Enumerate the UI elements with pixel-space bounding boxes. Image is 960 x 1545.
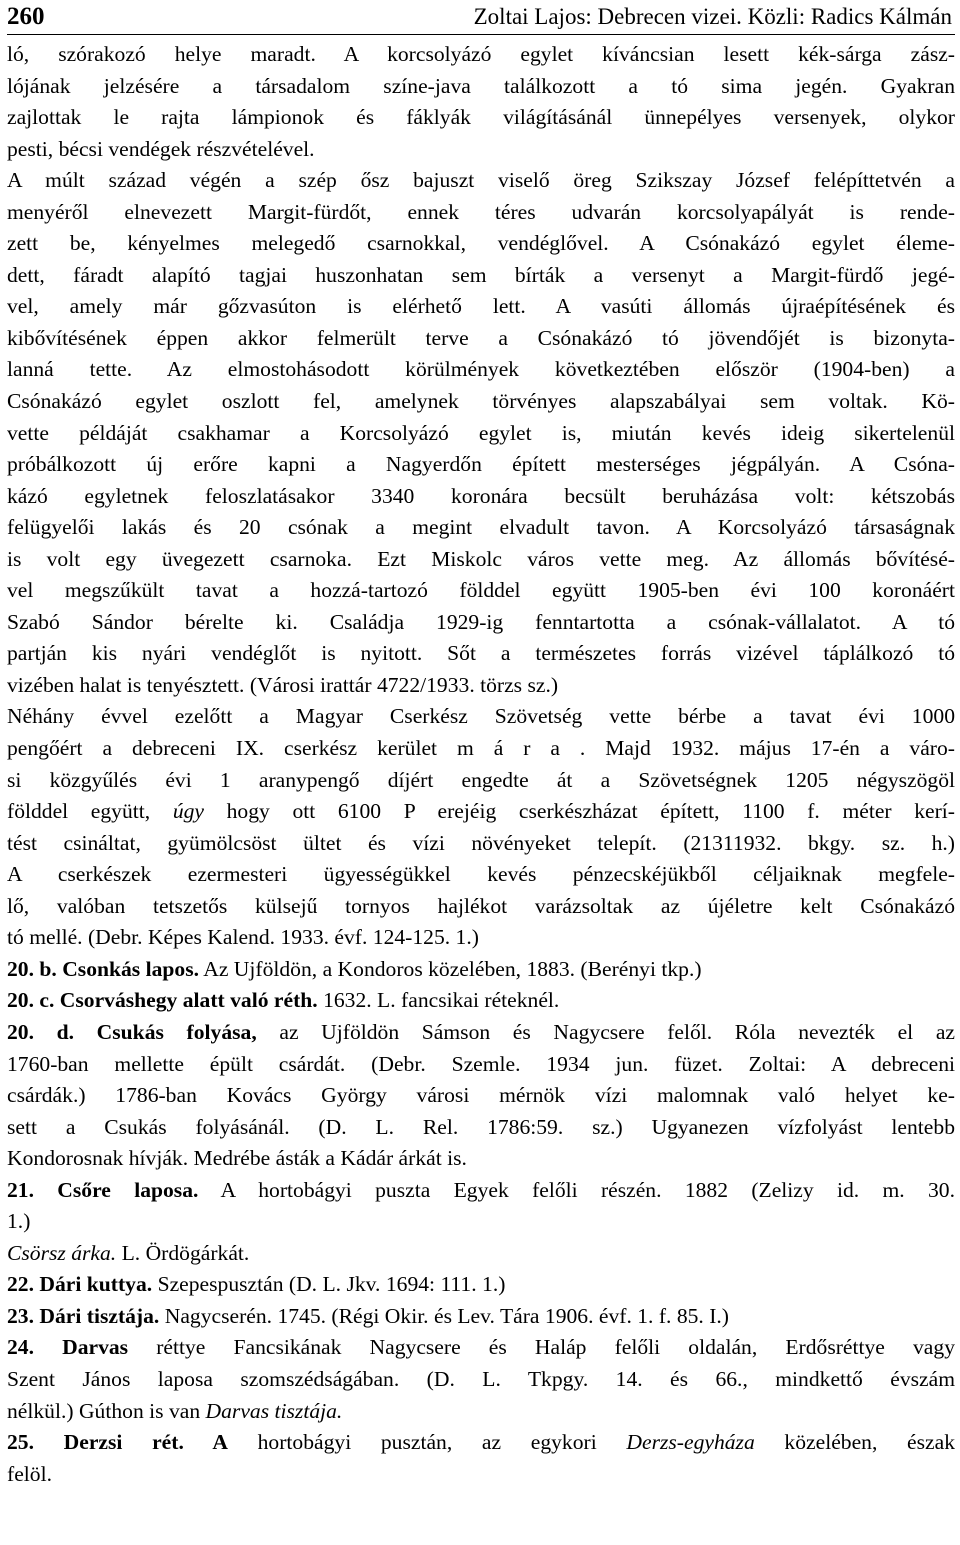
text-segment: zajlottak le rajta lámpionok és fáklyák világításánál ünnepélyes versenyek, olykor <box>7 105 955 130</box>
entry-heading: 25. Derzsi rét. A <box>7 1430 228 1455</box>
text-segment: felügyelői lakás és 20 csónak a megint elvadult tavon. A Korcsolyázó társaságnak <box>7 515 955 540</box>
text-line <box>7 481 955 513</box>
text-line <box>7 260 955 292</box>
text-segment: földdel együtt, <box>7 799 173 824</box>
italic-text: úgy <box>172 799 204 824</box>
text-line <box>7 386 955 418</box>
text-segment: Szepespusztán (D. L. Jkv. 1694: 111. 1.) <box>152 1272 506 1297</box>
text-line <box>7 39 955 71</box>
text-line <box>7 765 955 797</box>
text-line <box>7 323 955 355</box>
text-segment: tó mellé. (Debr. Képes Kalend. 1933. évf. 124-125. 1.) <box>7 925 479 950</box>
text-segment: L. Ördögárkát. <box>116 1240 250 1265</box>
text-line <box>7 449 955 481</box>
text-segment: kázó egyletnek feloszlatásakor 3340 koronára becsült beruházása volt: kétszobás <box>7 483 955 508</box>
text-segment: vette példáját csakhamar a Korcsolyázó egylet is, miután kevés ideig sikertelenül <box>7 420 955 445</box>
text-segment: közelében, észak <box>754 1430 955 1455</box>
text-segment: is volt egy üvegezett csarnoka. Ezt Miskolc város vette meg. Az állomás bővítésé- <box>7 546 955 571</box>
text-segment: Néhány évvel ezelőtt a Magyar Cserkész Szövetség vette bérbe a tavat évi 1000 <box>7 704 955 729</box>
text-line <box>7 165 955 197</box>
text-segment: menyéről elnevezett Margit-fürdőt, ennek téres udvarán korcsolyapályát is rende- <box>7 199 955 224</box>
text-segment: réttye Fancsikának Nagycsere és Haláp felőli oldalán, Erdősréttye vagy <box>128 1335 955 1360</box>
text-segment: nélkül.) Gúthon is van <box>7 1398 206 1423</box>
text-line <box>7 354 955 386</box>
text-line <box>7 1364 955 1396</box>
text-segment: felöl. <box>7 1461 52 1486</box>
text-line <box>7 733 955 765</box>
text-line <box>7 1238 955 1270</box>
text-segment: csárdák.) 1786-ban Kovács György városi mérnök vízi malomnak való helyet ke- <box>7 1083 955 1108</box>
running-head: Zoltai Lajos: Debrecen vizei. Közli: Radics Kálmán <box>473 4 952 29</box>
text-line <box>7 638 955 670</box>
text-segment: zett be, kényelmes melegedő csarnokkal, vendéglővel. A Csónakázó egylet éleme- <box>7 231 955 256</box>
text-segment: pengőért a debreceni IX. cserkész kerület m á r a . Majd 1932. május 17-én a váro- <box>7 736 955 761</box>
text-line <box>7 291 955 323</box>
text-segment: lójának jelzésére a társadalom színe-java találkozott a tó sima jegén. Gyakran <box>7 73 955 98</box>
italic-text: Darvas tisztája. <box>205 1398 343 1423</box>
text-segment: Az Ujföldön, a Kondoros közelében, 1883. (Berényi tkp.) <box>199 956 702 981</box>
entry-heading: 24. Darvas <box>7 1335 129 1360</box>
text-line <box>7 828 955 860</box>
text-line <box>7 1080 955 1112</box>
text-line <box>7 134 955 166</box>
entry-heading: 20. c. Csorváshegy alatt való réth. <box>7 988 318 1013</box>
text-segment: Szent János laposa szomszédságában. (D. L. Tkpgy. 14. és 66., mindkettő évszám <box>7 1366 955 1391</box>
text-segment: 1632. L. fancsikai réteknél. <box>317 988 560 1013</box>
text-line <box>7 985 955 1017</box>
text-line <box>7 102 955 134</box>
text-line <box>7 670 955 702</box>
text-line <box>7 1269 955 1301</box>
text-line <box>7 1427 955 1459</box>
text-line <box>7 197 955 229</box>
text-segment: hortobágyi pusztán, az egykori <box>227 1430 627 1455</box>
text-segment: partján kis nyári vendéglőt is nyitott. Sőt a természetes forrás vizével táplálkozó tó <box>7 641 955 666</box>
text-line <box>7 418 955 450</box>
text-line <box>7 796 955 828</box>
text-line <box>7 954 955 986</box>
text-segment: A hortobágyi puszta Egyek felőli részén. 1882 (Zelizy id. m. 30. <box>198 1177 955 1202</box>
text-segment: sett a Csukás folyásánál. (D. L. Rel. 1786:59. sz.) Ugyanezen vízfolyást lentebb <box>7 1114 955 1139</box>
text-line <box>7 1396 955 1428</box>
text-segment: dett, fáradt alapító tagjai huszonhatan sem bírták a versenyt a Margit-fürdő jegé- <box>7 262 955 287</box>
italic-text: Derzs-egyháza <box>626 1430 755 1455</box>
text-line <box>7 71 955 103</box>
text-line <box>7 607 955 639</box>
text-segment: tést csináltat, gyümölcsöst ültet és vízi növényeket telepít. (21311932. bkgy. sz. h.) <box>7 830 955 855</box>
text-line <box>7 1049 955 1081</box>
text-segment: 1760-ban mellette épült csárdát. (Debr. Szemle. 1934 jun. füzet. Zoltai: A debreceni <box>7 1051 955 1076</box>
text-line <box>7 1332 955 1364</box>
entry-heading: 21. Csőre laposa. <box>7 1177 199 1202</box>
text-segment: 1.) <box>7 1209 31 1234</box>
text-line <box>7 575 955 607</box>
text-line <box>7 1175 955 1207</box>
text-segment: A múlt század végén a szép ősz bajuszt viselő öreg Szikszay József felépíttetvén a <box>7 168 955 193</box>
text-line <box>7 1301 955 1333</box>
body-text <box>7 39 955 1490</box>
text-line <box>7 1017 955 1049</box>
text-segment: A cserkészek ezermesteri ügyességükkel kevés pénzecskéjükből céljaiknak megfele- <box>7 862 955 887</box>
text-line <box>7 922 955 954</box>
text-segment: lő, valóban tetszetős külsejű tornyos hajlékot varázsoltak az újéletre kelt Csónakázó <box>7 893 955 918</box>
text-segment: Nagycserén. 1745. (Régi Okir. és Lev. Tára 1906. évf. 1. f. 85. I.) <box>159 1303 729 1328</box>
text-segment: Kondorosnak hívják. Medrébe ásták a Kádár árkát is. <box>7 1146 467 1171</box>
text-line <box>7 1112 955 1144</box>
text-segment: hogy ott 6100 P erejéig cserkészházat épített, 1100 f. méter kerí- <box>204 799 955 824</box>
text-segment: ló, szórakozó helye maradt. A korcsolyázó egylet kíváncsian lesett kék-sárga zász- <box>7 42 955 66</box>
text-segment: Szabó Sándor bérelte ki. Családja 1929-ig fenntartotta a csónak-vállalatot. A tó <box>7 609 955 634</box>
text-segment: próbálkozott új erőre kapni a Nagyerdőn épített mesterséges jégpályán. A Csóna- <box>7 452 955 477</box>
entry-heading: 20. b. Csonkás lapos. <box>7 956 200 981</box>
text-segment: kibővítésének éppen akkor felmerült terve a Csónakázó tó jövendőjét is bizonyta- <box>7 325 955 350</box>
text-line <box>7 512 955 544</box>
text-line <box>7 228 955 260</box>
text-segment: az Ujföldön Sámson és Nagycsere felől. Róla nevezték el az <box>256 1019 955 1044</box>
text-line <box>7 891 955 923</box>
entry-heading: 22. Dári kuttya. <box>7 1272 153 1297</box>
text-segment: pesti, bécsi vendégek részvételével. <box>7 136 315 161</box>
text-segment: si közgyűlés évi 1 aranypengő díjért engedte át a Szövetségnek 1205 négyszögöl <box>7 767 955 792</box>
text-segment: vel megszűkült tavat a hozzá-tartozó földdel együtt 1905-ben évi 100 koronáért <box>7 578 955 603</box>
text-segment: vel, amely már gőzvasúton is elérhető lett. A vasúti állomás újraépítésének és <box>7 294 955 319</box>
italic-text: Csörsz árka. <box>7 1240 117 1265</box>
text-line <box>7 1459 955 1491</box>
text-line <box>7 859 955 891</box>
text-segment: vizében halat is tenyésztett. (Városi irattár 4722/1933. törzs sz.) <box>7 672 559 697</box>
text-line <box>7 544 955 576</box>
text-line <box>7 1143 955 1175</box>
entry-heading: 20. d. Csukás folyása, <box>7 1019 257 1044</box>
entry-heading: 23. Dári tisztája. <box>7 1303 160 1328</box>
text-line <box>7 1206 955 1238</box>
document-page <box>7 0 955 1490</box>
text-line <box>7 701 955 733</box>
page-number: 260 <box>7 3 45 30</box>
text-segment: lanná tette. Az elmostohásodott körülmények következtében először (1904-ben) a <box>7 357 955 382</box>
text-segment: Csónakázó egylet oszlott fel, amelynek törvényes alapszabályai sem voltak. Kö- <box>7 389 955 414</box>
page-header <box>7 0 955 35</box>
